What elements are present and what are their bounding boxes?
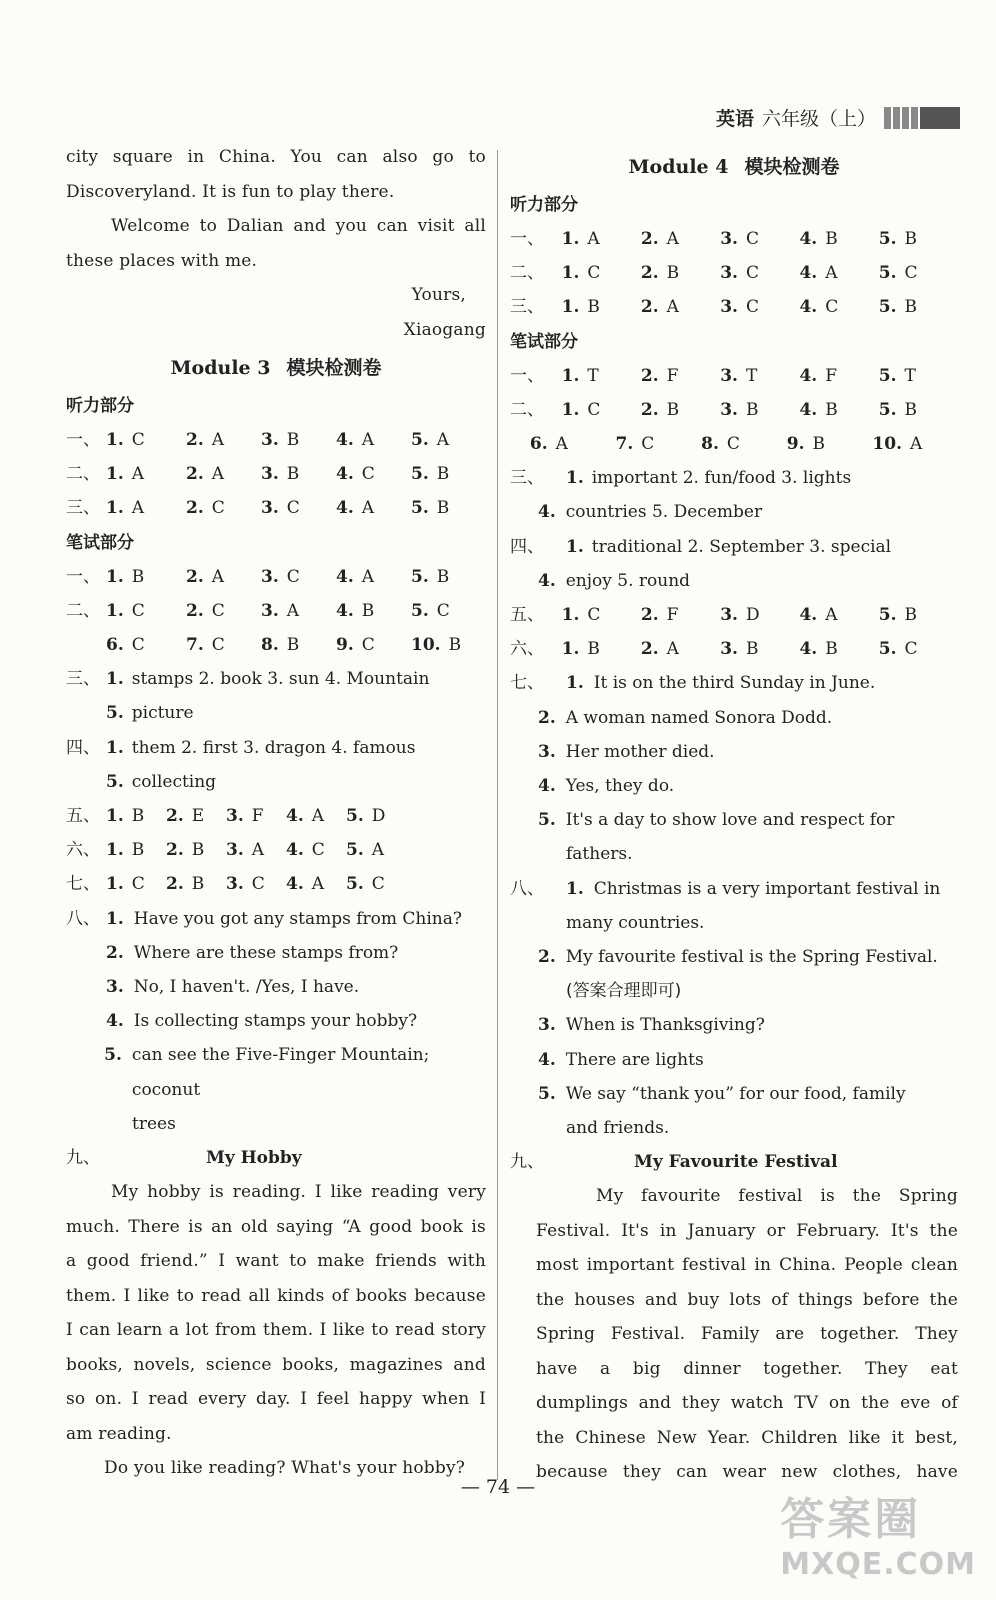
right-column <box>510 146 958 1490</box>
answer-row: 六、 1. B 2. B 3. A 4. C 5. A <box>66 840 385 861</box>
answer-row: 5. It's a day to show love and respect for <box>538 810 895 831</box>
answer-row: 一、 1. A 2. A 3. C 4. B 5. B <box>510 229 917 249</box>
essay-line: books, novels, science books, magazines and <box>66 1354 486 1375</box>
answer-row: 四、 1. them 2. first 3. dragon 4. famous <box>66 737 416 758</box>
answer-row: 五、 1. B 2. E 3. F 4. A 5. D <box>66 806 386 827</box>
answer-row: 三、 1. important 2. fun/food 3. lights <box>510 468 852 489</box>
writing-section: 笔试部分 <box>66 532 134 553</box>
listening-section: 听力部分 <box>66 396 134 416</box>
column-divider <box>497 150 498 1480</box>
answer-row: 6. A 7. C 8. C 9. B 10. A <box>529 434 923 455</box>
essay-body <box>510 1179 958 1490</box>
answer-row: 3. No, I haven't. /Yes, I have. <box>106 977 360 998</box>
answer-row: 六、 1. B 2. A 3. B 4. B 5. C <box>510 639 918 660</box>
essay-line: have a big dinner together. They eat <box>536 1358 958 1379</box>
answer-row: 二、 1. C 2. C 3. A 4. B 5. C <box>66 600 450 621</box>
answer-row: 4. Is collecting stamps your hobby? <box>106 1011 418 1032</box>
essay-line: Do you like reading? What's your hobby? <box>104 1458 466 1479</box>
answer-row: 4. enjoy 5. round <box>538 570 691 591</box>
answer-row: 2. A woman named Sonora Dodd. <box>538 707 833 728</box>
answer-row: 6. C 7. C 8. B 9. C 10. B <box>106 635 462 656</box>
page-number: — 74 — <box>460 1476 536 1498</box>
intro-line: Welcome to Dalian and you can visit all <box>111 216 486 236</box>
answer-row: 4. There are lights <box>538 1049 704 1070</box>
essay-line: Spring Festival. Family are together. They <box>536 1324 958 1345</box>
answer-row: 2. My favourite festival is the Spring Festival. <box>538 947 938 968</box>
grade-label: 六年级（上） <box>761 108 876 130</box>
header-decoration <box>884 107 960 129</box>
watermark-logo: 答案圈 MXQE.COM <box>780 1494 976 1582</box>
answer-row: 5. We say “thank you” for our food, family <box>538 1083 906 1104</box>
essay-line: much. There is an old saying “A good book is <box>66 1216 486 1237</box>
intro-line: these places with me. <box>66 250 258 271</box>
essay-line: a good friend.” I want to make friends with <box>66 1251 486 1272</box>
essay-line: because they can wear new clothes, have <box>536 1462 958 1483</box>
answer-row: 三、 1. A 2. C 3. C 4. A 5. B <box>66 498 450 519</box>
answer-row: 3. When is Thanksgiving? <box>538 1015 765 1036</box>
essay-heading: 九、 My Favourite Festival <box>510 1145 958 1179</box>
answer-row: 三、 1. stamps 2. book 3. sun 4. Mountain <box>66 669 430 690</box>
listening-section: 听力部分 <box>510 195 578 215</box>
essay-line: My hobby is reading. I like reading very <box>111 1182 486 1203</box>
essay-line: Festival. It's in January or February. It's the <box>536 1220 958 1241</box>
answer-row: many countries. <box>566 912 705 933</box>
answer-row: 二、 1. C 2. B 3. C 4. A 5. C <box>510 263 918 284</box>
answer-row: 八、 1. Have you got any stamps from China? <box>66 908 463 929</box>
answer-row: 一、 1. T 2. F 3. T 4. F 5. T <box>510 365 916 386</box>
answer-row: fathers. <box>566 844 633 865</box>
module-3-title: Module 3 模块检测卷 <box>170 357 382 379</box>
essay-line: most important festival in China. People clean <box>536 1255 958 1276</box>
essay-line: am reading. <box>66 1423 172 1444</box>
essay-line: them. I like to read all kinds of books because <box>66 1285 486 1306</box>
subject-label: 英语 <box>715 108 754 130</box>
essay-line: the houses and buy lots of things before the <box>536 1289 958 1310</box>
essay-title: My Hobby <box>206 1148 302 1169</box>
answer-row: 二、 1. C 2. B 3. B 4. B 5. B <box>510 399 917 420</box>
answer-row: 七、 1. It is on the third Sunday in June. <box>510 673 876 694</box>
signature: Xiaogang <box>403 319 486 340</box>
essay-line: dumplings and they watch TV on the eve of <box>536 1393 958 1414</box>
answer-row: 八、 1. Christmas is a very important festival in <box>510 878 941 899</box>
answer-row: 二、 1. A 2. A 3. B 4. C 5. B <box>66 464 450 485</box>
page-header <box>716 104 960 131</box>
answer-row: 五、 1. C 2. F 3. D 4. A 5. B <box>510 605 917 626</box>
answer-row: 2. Where are these stamps from? <box>106 942 399 963</box>
writing-section: 笔试部分 <box>510 331 578 352</box>
essay-title: My Favourite Festival <box>634 1152 838 1173</box>
answer-row: 一、 1. B 2. A 3. C 4. A 5. B <box>66 566 450 587</box>
essay-line: the Chinese New Year. Children like it best, <box>536 1427 958 1448</box>
answer-row: 5. collecting <box>106 771 217 792</box>
answer-row: 3. Her mother died. <box>538 741 715 762</box>
answer-row: and friends. <box>566 1118 670 1139</box>
answer-row: 4. countries 5. December <box>538 502 763 523</box>
answer-row: 七、 1. C 2. B 3. C 4. A 5. C <box>66 874 385 895</box>
answer-row: 5. picture <box>106 703 194 724</box>
answer-row: trees <box>132 1113 176 1134</box>
answer-row: (答案合理即可) <box>566 981 682 1002</box>
essay-line: I can learn a lot from them. I like to read story <box>66 1320 486 1341</box>
essay-line: My favourite festival is the Spring <box>596 1186 958 1207</box>
intro-line: Discoveryland. It is fun to play there. <box>66 181 395 202</box>
answer-row: 5. can see the Five-Finger Mountain; coconut <box>104 1045 430 1100</box>
answer-row: 三、 1. B 2. A 3. C 4. C 5. B <box>510 297 917 318</box>
left-column <box>66 140 486 1486</box>
sign-off: Yours, <box>411 285 466 305</box>
answer-row: 四、 1. traditional 2. September 3. special <box>510 536 892 557</box>
intro-line: city square in China. You can also go to <box>66 147 486 167</box>
answer-row: 一、 1. C 2. A 3. B 4. A 5. A <box>66 430 450 450</box>
module-4-title: Module 4 模块检测卷 <box>628 156 840 178</box>
essay-heading: 九、 My Hobby <box>66 1141 486 1175</box>
answer-row: 4. Yes, they do. <box>538 776 675 797</box>
essay-line: so on. I read every day. I feel happy when I <box>66 1389 486 1410</box>
